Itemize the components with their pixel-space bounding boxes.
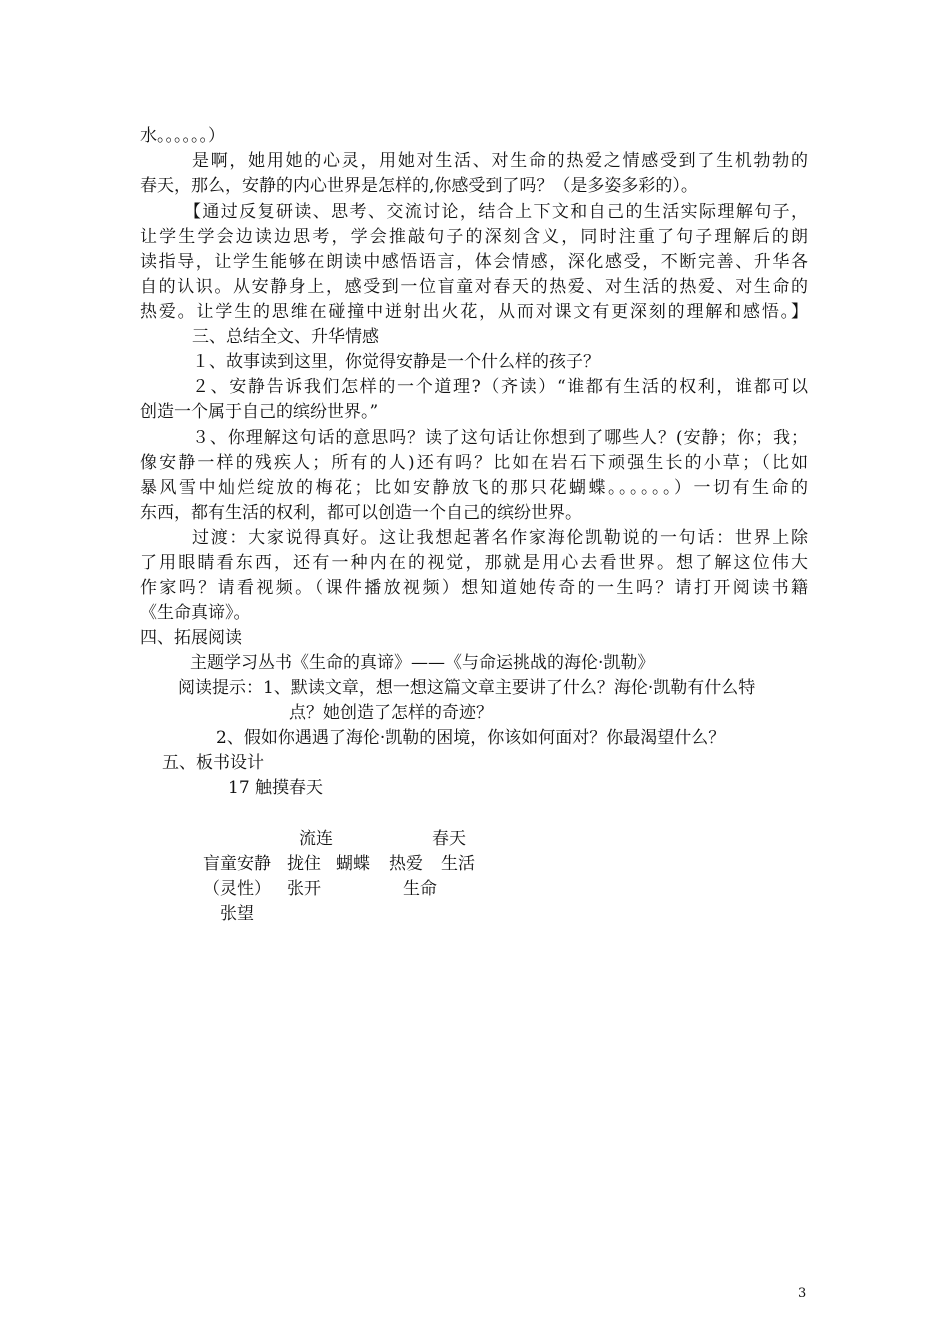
text-line: 创造一个属于自己的缤纷世界。” xyxy=(140,402,379,422)
board-word: 流连 xyxy=(299,829,333,849)
board-word: 生命 xyxy=(403,879,437,899)
text-line: 水。。。。。。） xyxy=(140,126,225,146)
text-line: 【通过反复研读、思考、交流讨论，结合上下文和自己的生活实际理解句子， xyxy=(184,202,808,222)
text-line: 过渡：大家说得真好。这让我想起著名作家海伦凯勒说的一句话：世界上除 xyxy=(192,528,808,548)
text-line: 读指导，让学生能够在朗读中感悟语言，体会情感，深化感受，不断完善、升华各 xyxy=(140,252,808,272)
text-line: 自的认识。从安静身上，感受到一位盲童对春天的热爱、对生活的热爱、对生命的 xyxy=(140,277,808,297)
text-line: 热爱。让学生的思维在碰撞中迸射出火花，从而对课文有更深刻的理解和感悟。】 xyxy=(140,302,808,322)
board-word: 拢住 xyxy=(287,854,321,874)
text-line: 是啊，她用她的心灵，用她对生活、对生命的热爱之情感受到了生机勃勃的 xyxy=(192,151,808,171)
text-line: 东西，都有生活的权利，都可以创造一个自己的缤纷世界。 xyxy=(140,503,582,523)
board-word: 热爱 xyxy=(389,854,423,874)
section-heading: 三、总结全文、升华情感 xyxy=(192,327,379,347)
board-word: 生活 xyxy=(441,854,475,874)
board-word: 张望 xyxy=(220,904,254,924)
text-line: ３、你理解这句话的意思吗？读了这句话让你想到了哪些人？(安静；你；我； xyxy=(192,428,808,448)
text-line: 像安静一样的残疾人；所有的人)还有吗？比如在岩石下顽强生长的小草；（比如 xyxy=(140,453,808,473)
text-line: 《生命真谛》。 xyxy=(140,603,251,623)
text-line: ２、安静告诉我们怎样的一个道理?（齐读）“谁都有生活的权利，谁都可以 xyxy=(192,377,808,397)
text-line: 阅读提示：1、默读文章，想一想这篇文章主要讲了什么？海伦·凯勒有什么特 xyxy=(178,678,756,698)
text-line: 暴风雪中灿烂绽放的梅花；比如安静放飞的那只花蝴蝶。。。。。。）一切有生命的 xyxy=(140,478,808,498)
text-line: 点？她创造了怎样的奇迹？ xyxy=(289,703,493,723)
board-word: 盲童安静 xyxy=(203,854,271,874)
text-line: 春天，那么，安静的内心世界是怎样的,你感受到了吗？（是多姿多彩的）。 xyxy=(140,176,698,196)
page-number: 3 xyxy=(798,1286,807,1301)
text-line: 主题学习丛书《生命的真谛》——《与命运挑战的海伦·凯勒》 xyxy=(190,653,655,673)
board-word: 春天 xyxy=(432,829,466,849)
board-title: 17 触摸春天 xyxy=(228,778,324,798)
text-line: 2、假如你遇遇了海伦·凯勒的困境，你该如何面对？你最渴望什么？ xyxy=(216,728,726,748)
text-line: １、故事读到这里，你觉得安静是一个什么样的孩子？ xyxy=(192,352,600,372)
text-line: 作家吗？请看视频。（课件播放视频）想知道她传奇的一生吗？请打开阅读书籍 xyxy=(140,578,808,598)
text-line: 了用眼睛看东西，还有一种内在的视觉，那就是用心去看世界。想了解这位伟大 xyxy=(140,553,808,573)
board-word: （灵性） xyxy=(203,879,271,899)
section-heading: 五、板书设计 xyxy=(162,753,264,773)
section-heading: 四、拓展阅读 xyxy=(140,628,242,648)
text-line: 让学生学会边读边思考，学会推敲句子的深刻含义，同时注重了句子理解后的朗 xyxy=(140,227,808,247)
board-word: 张开 xyxy=(287,879,321,899)
board-word: 蝴蝶 xyxy=(336,854,370,874)
